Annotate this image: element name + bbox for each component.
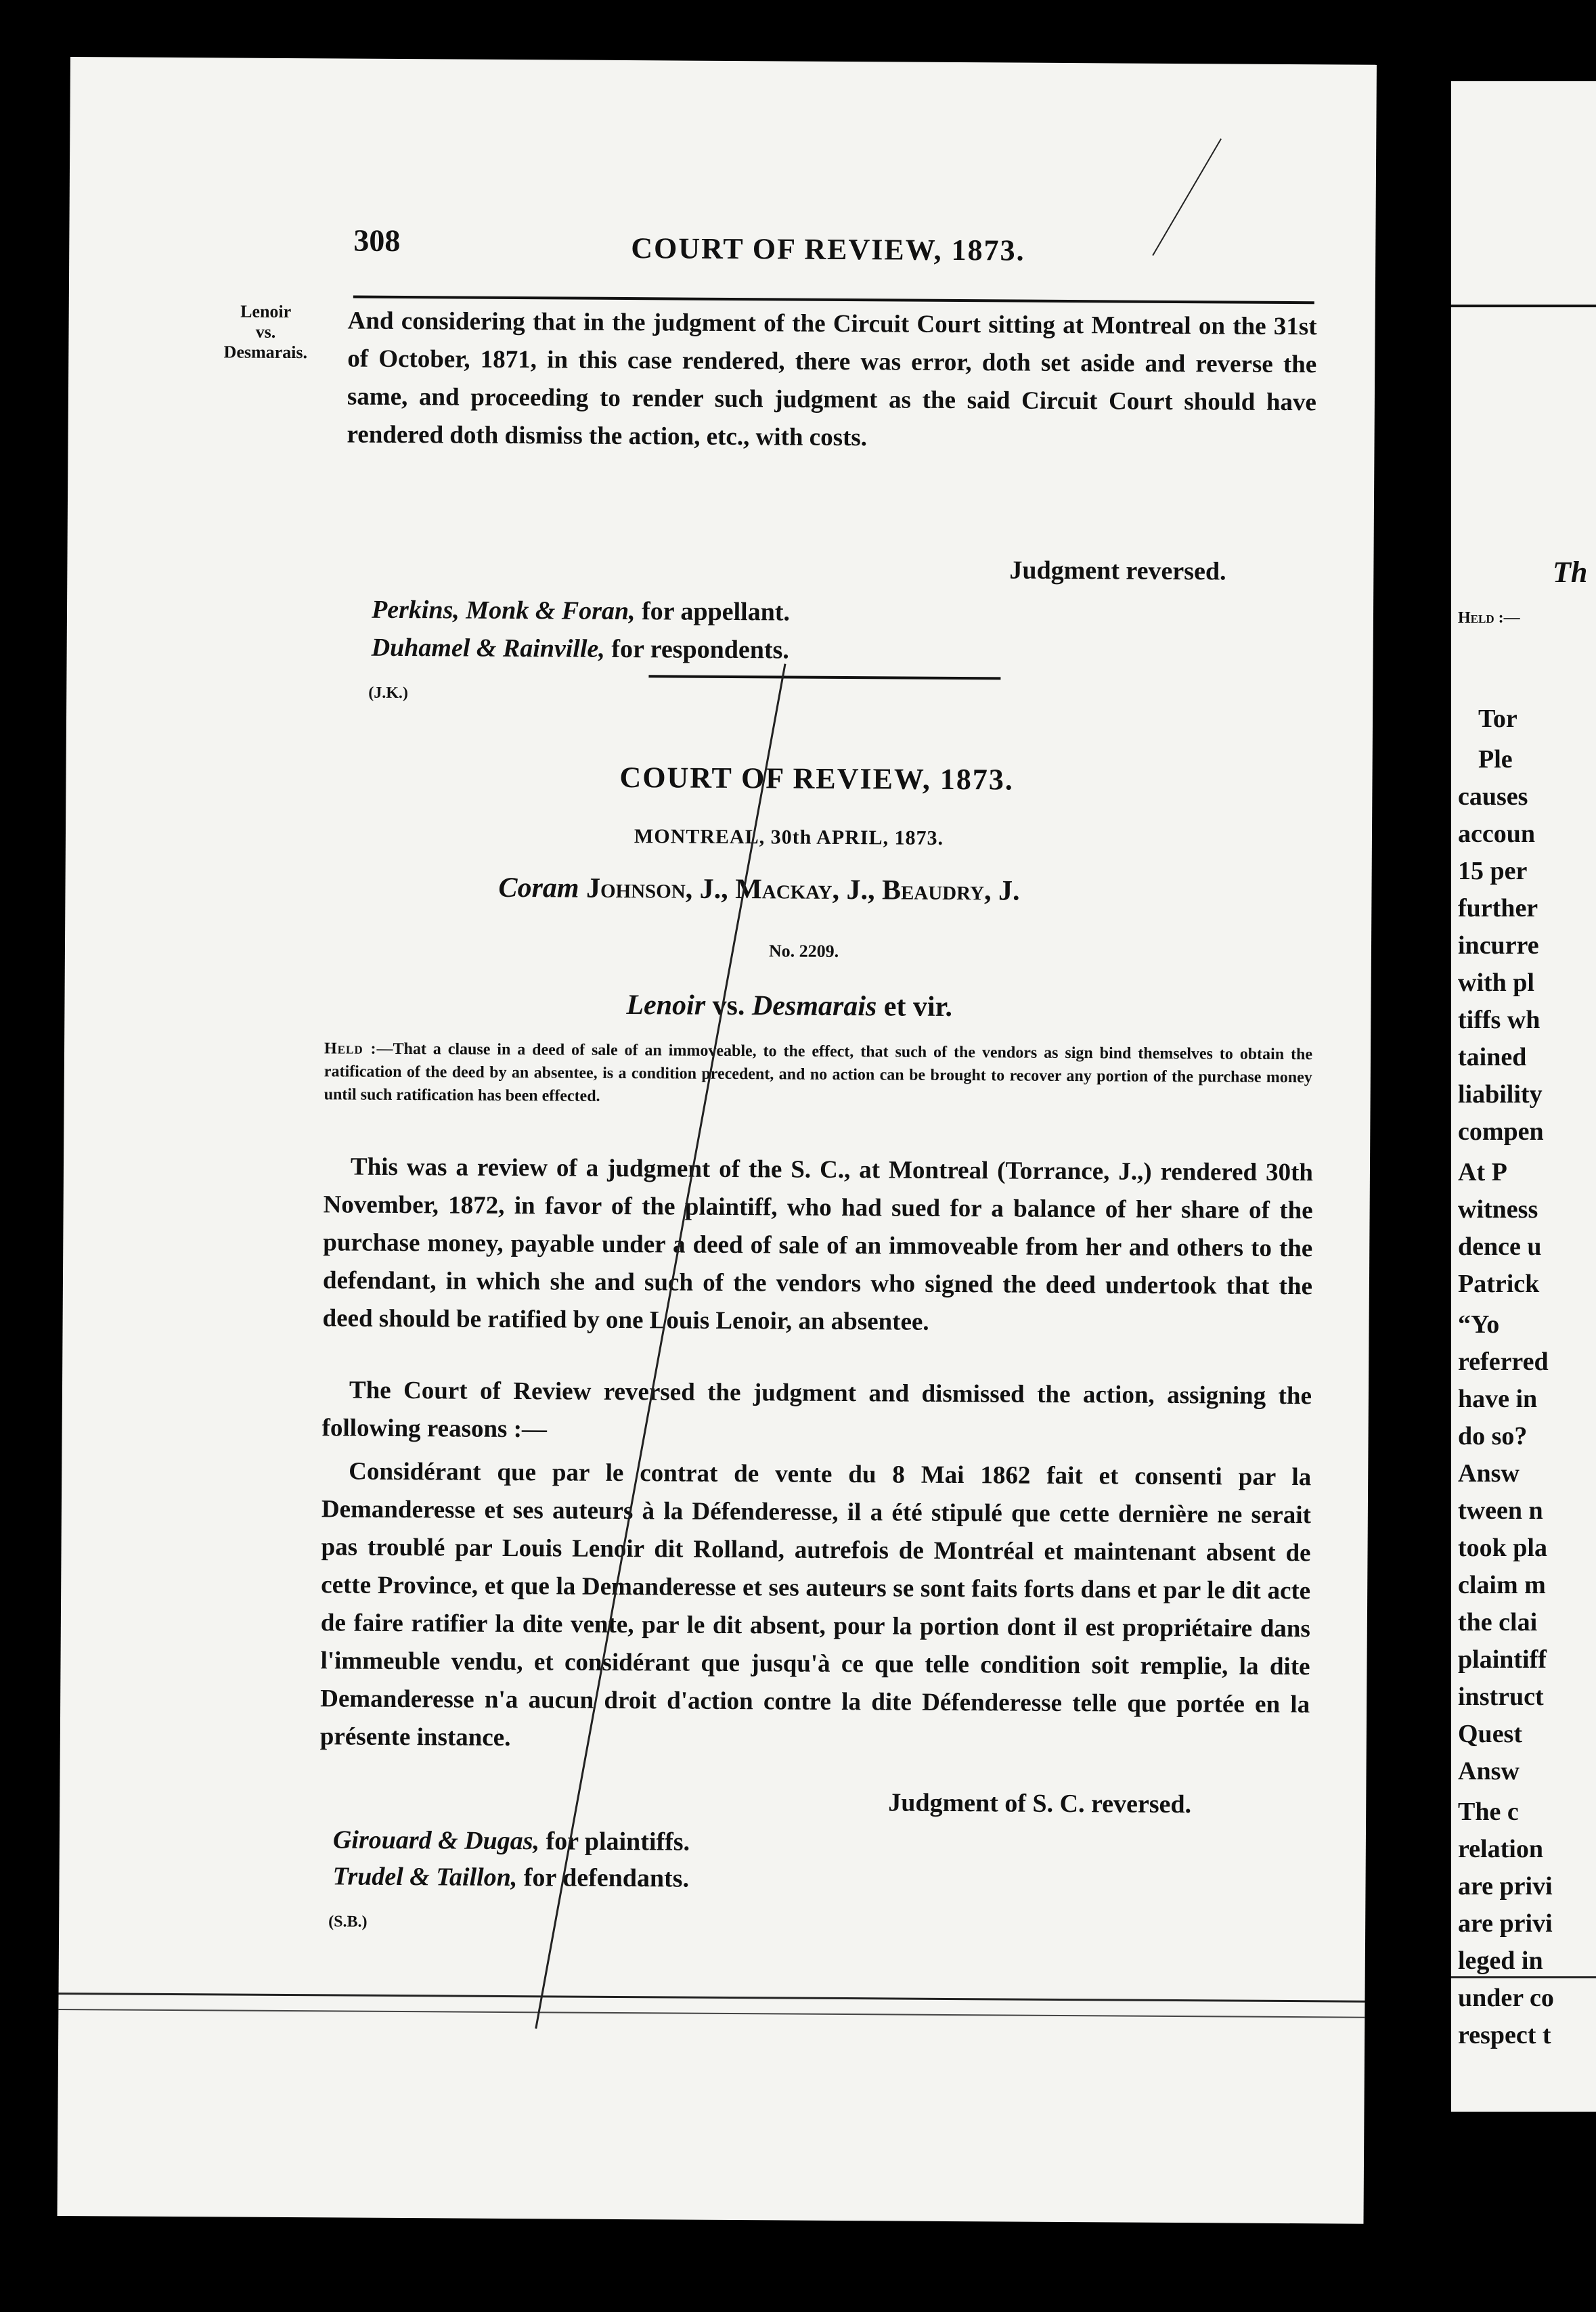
facing-page-rule [1451,305,1596,307]
facing-page-text-fragment: tween n [1458,1496,1543,1525]
facing-page-text-fragment: Quest [1458,1720,1522,1748]
facing-page-text-fragment: plaintiff [1458,1645,1547,1674]
margin-note-line: Lenoir [240,301,292,321]
party-defendant: Desmarais [751,990,877,1023]
section-divider [648,675,1000,680]
facing-page-text-fragment: Held :— [1458,609,1520,627]
facing-page-text-fragment: accoun [1458,820,1535,848]
case-counsel-1 [333,1825,690,1857]
headnote [324,1037,1313,1112]
facing-page-text-fragment: relation [1458,1835,1543,1863]
margin-note-line: Desmarais. [223,342,308,363]
facing-page-text-fragment: the clai [1458,1608,1538,1637]
case-counsel-2 [332,1861,689,1893]
facing-page-text-fragment: dence u [1458,1232,1542,1261]
facing-page-text-fragment: respect t [1458,2021,1551,2049]
facing-page-text-fragment: are privi [1458,1872,1553,1900]
facing-page-text-fragment: referred [1458,1348,1549,1376]
counsel-role: for appellant. [641,597,791,627]
party-plaintiff: Lenoir [626,990,706,1021]
held-text: —That a clause in a deed of sale of an immoveable, to the effect, that such of the vendors as sign bind themselves to obtain the ratification of the deed by an absentee, is a condition precedent, and no action can be brought to recover any portion of the purchase money until such ratification has been effected. [324,1040,1313,1105]
book-page [58,57,1377,2224]
facing-page-text-fragment: tiffs wh [1458,1006,1540,1034]
facing-page-text-fragment: further [1458,894,1538,922]
facing-page-text-fragment: causes [1458,782,1528,811]
previous-counsel-2 [372,633,789,665]
scratch-mark [535,663,786,2028]
versus: vs. [712,990,745,1022]
case-place-date: MONTREAL, 30th APRIL, 1873. [634,825,944,849]
facing-page-text-fragment: Tor [1478,705,1517,733]
bottom-rule [59,1993,1365,2003]
facing-page-text-fragment: do so? [1458,1422,1528,1450]
facing-page-text-fragment: took pla [1458,1534,1547,1562]
facing-page-text-fragment: The c [1458,1798,1519,1826]
counsel-firm: Perkins, Monk & Foran, [371,595,636,626]
facing-page-fragment [1451,81,1596,2112]
previous-reporter-initials: (J.K.) [368,684,409,703]
facing-page-text-fragment: 15 per [1458,857,1528,885]
facing-page-rule [1451,1976,1596,1978]
facing-page-text-fragment: are privi [1458,1909,1553,1938]
counsel-role: for defendants. [523,1863,690,1893]
margin-note-line: vs. [255,321,276,342]
facing-page-text-fragment: claim m [1458,1571,1546,1599]
facing-page-text-fragment: Answ [1458,1459,1520,1488]
coram-prefix: Coram [498,872,579,904]
case-verdict: Judgment of S. C. reversed. [888,1788,1192,1819]
facing-page-text-fragment: leged in [1458,1947,1543,1975]
facing-page-text-fragment: Patrick [1458,1270,1540,1298]
facing-page-text-fragment: have in [1458,1385,1538,1413]
facing-page-text-fragment: incurre [1458,931,1539,960]
case-court-title: COURT OF REVIEW, 1873. [619,760,1015,797]
facing-page-text-fragment: witness [1458,1195,1538,1224]
previous-case-paragraph: And considering that in the judgment of the Circuit Court sitting at Montreal on the 31st of October, 1871, in this case rendered, there was error, doth set aside and reverse the same, and proceeding to render such judgment as the said Circuit Court should have rendered doth dismiss the action, etc., with costs. [347,307,1317,452]
facing-page-text-fragment: compen [1458,1117,1544,1146]
review-paragraph: This was a review of a judgment of the S. C., at Montreal (Torrance, J.,) rendered 30th November, 1872, in favor of the plaintiff, who had sued for a balance of her share of the purchase money, payable under a deed of sale of an immoveable from her and others to the defendant, in which she and such of the vendors who signed the deed undertook that the deed should be ratified by one Louis Lenoir, an absentee. [322,1153,1314,1336]
facing-page-text-fragment: “Yo [1458,1310,1500,1339]
party-suffix: et vir. [883,991,953,1023]
facing-page-text-fragment: instruct [1458,1683,1544,1711]
previous-counsel-1 [372,595,790,627]
page-number: 308 [353,223,401,258]
facing-page-text-fragment: Th [1553,556,1588,589]
facing-page-text-fragment: At P [1458,1158,1507,1186]
case-reporter-initials: (S.B.) [328,1913,368,1931]
case-docket-number: No. 2209. [768,941,839,961]
scratch-mark [1152,138,1222,256]
margin-case-note [201,301,330,363]
counsel-firm: Girouard & Dugas, [332,1825,540,1856]
court-of-review-paragraph: The Court of Review reversed the judgment and dismissed the action, assigning the following reasons :— [322,1376,1312,1444]
case-name [626,989,952,1023]
coram-judges: Johnson, J., Mackay, J., Beaudry, J. [585,872,1020,907]
counsel-firm: Duhamel & Rainville, [371,633,606,663]
facing-page-text-fragment: under co [1458,1984,1554,2012]
previous-case-verdict: Judgment reversed. [1009,556,1226,586]
facing-page-text-fragment: liability [1458,1080,1543,1109]
counsel-role: for respondents. [611,634,790,665]
bottom-rule [58,2009,1365,2018]
facing-page-text-fragment: tained [1458,1043,1527,1071]
french-reasons-paragraph: Considérant que par le contrat de vente du 8 Mai 1862 fait et consenti par la Demanderesse et ses auteurs à la Défenderesse, il a été stipulé que cette dernière ne serait pas troublé par Louis Lenoir dit Rolland, autrefois de Montréal et maintenant absent de cette Province, et que la Demanderesse et ses auteurs se sont faits forts dans et par le dit acte de faire ratifier la dite vente, par le dit absent, pour la portion dont il est propriétaire dans l'immeuble vendu, et considérant que jusqu'à ce que telle condition soit remplie, la dite Demanderesse n'a aucun droit d'action contre la dite Défenderesse telle que portée en la présente instance. [319,1457,1312,1752]
counsel-role: for plaintiffs. [546,1827,690,1857]
facing-page-text-fragment: Answ [1458,1757,1520,1785]
facing-page-text-fragment: Ple [1478,745,1513,774]
facing-page-text-fragment: with pl [1458,969,1534,997]
held-label: Held : [324,1040,377,1058]
counsel-firm: Trudel & Taillon, [332,1862,518,1892]
running-header: COURT OF REVIEW, 1873. [631,231,1025,267]
case-coram [498,872,1019,908]
